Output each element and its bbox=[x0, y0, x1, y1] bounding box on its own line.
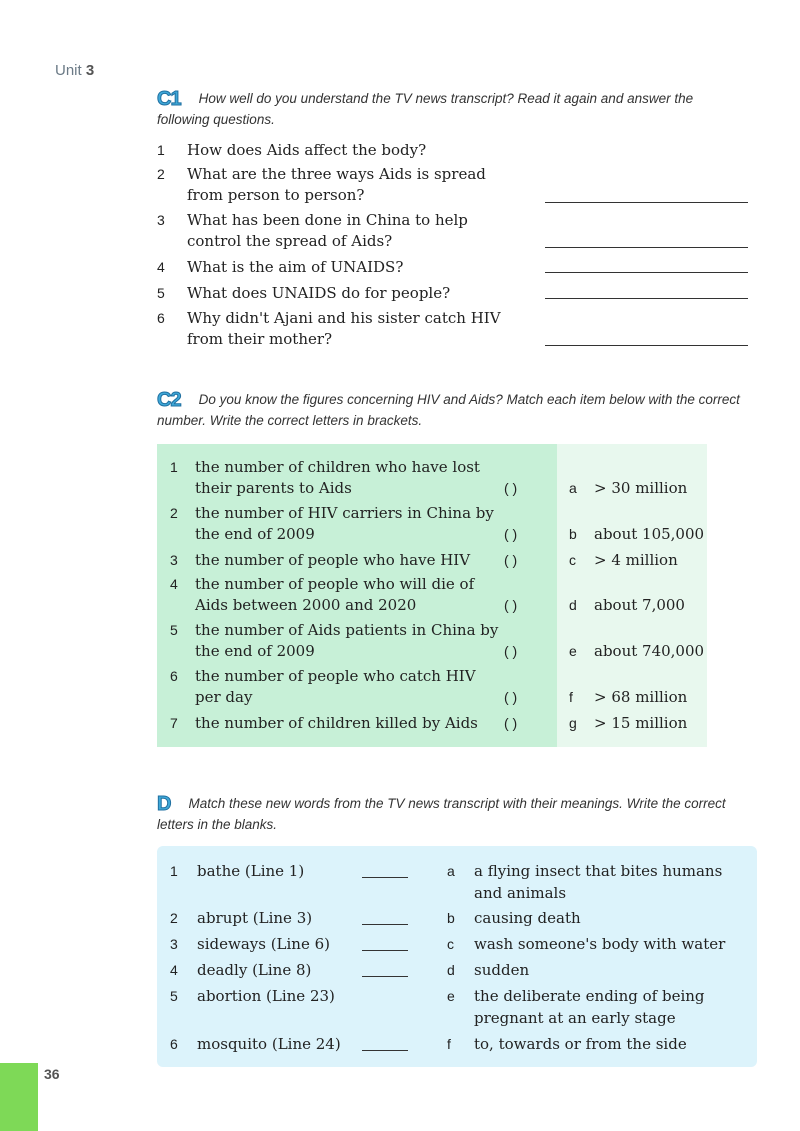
question-number: 3 bbox=[157, 212, 165, 228]
question-text: What does UNAIDS do for people? bbox=[187, 284, 451, 302]
answer-blank[interactable] bbox=[362, 976, 408, 977]
question-number: 6 bbox=[157, 310, 165, 326]
item-number: 5 bbox=[170, 622, 178, 638]
meaning-letter: b bbox=[447, 910, 455, 926]
answer-bracket[interactable]: ( ) bbox=[504, 715, 518, 731]
c1-instruction-block bbox=[157, 88, 747, 130]
question-number: 5 bbox=[157, 285, 165, 301]
meaning-letter: d bbox=[447, 962, 455, 978]
figure-letter: a bbox=[569, 480, 577, 496]
vocab-word: mosquito (Line 24) bbox=[197, 1035, 341, 1053]
answer-bracket[interactable]: ( ) bbox=[504, 480, 518, 496]
item-text: the number of children killed by Aids bbox=[195, 714, 478, 732]
question-number: 4 bbox=[157, 259, 165, 275]
answer-blank[interactable] bbox=[362, 924, 408, 925]
unit-label: Unit 3 bbox=[55, 62, 95, 79]
item-text: the number of people who catch HIV per day bbox=[195, 667, 476, 706]
question-number: 1 bbox=[157, 142, 165, 158]
figure-letter: f bbox=[569, 689, 573, 705]
vocab-word: abortion (Line 23) bbox=[197, 987, 335, 1005]
meaning-text: causing death bbox=[474, 909, 581, 927]
answer-line[interactable] bbox=[545, 202, 748, 203]
meaning-text: wash someone's body with water bbox=[474, 935, 726, 953]
c1-badge-icon: C1 bbox=[157, 88, 181, 110]
item-text: the number of people who will die of Aids between 2000 and 2020 bbox=[195, 575, 475, 614]
c2-badge-icon: C2 bbox=[157, 389, 181, 411]
meaning-letter: e bbox=[447, 988, 455, 1004]
c2-instruction: Do you know the figures concerning HIV and Aids? Match each item below with the correct number. Write the correct letters in brackets. bbox=[157, 392, 740, 428]
figure-letter: g bbox=[569, 715, 577, 731]
answer-line[interactable] bbox=[545, 247, 748, 248]
d-instruction-block bbox=[157, 793, 747, 835]
meaning-text: sudden bbox=[474, 961, 530, 979]
figure-letter: e bbox=[569, 643, 577, 659]
c2-instruction-block bbox=[157, 389, 747, 431]
page-color-bar bbox=[0, 1063, 38, 1131]
d-badge-icon: D bbox=[157, 793, 171, 815]
c2-matching-table bbox=[157, 444, 707, 747]
meaning-text: the deliberate ending of being pregnant at an early stage bbox=[474, 987, 705, 1027]
vocab-word: abrupt (Line 3) bbox=[197, 909, 313, 927]
item-text: the number of HIV carriers in China by the end of 2009 bbox=[195, 504, 494, 543]
answer-bracket[interactable]: ( ) bbox=[504, 689, 518, 705]
meaning-letter: a bbox=[447, 863, 455, 879]
answer-blank[interactable] bbox=[362, 1050, 408, 1051]
item-number: 7 bbox=[170, 715, 178, 731]
item-number: 5 bbox=[170, 988, 178, 1004]
figure-value: > 15 million bbox=[594, 714, 688, 732]
figure-letter: b bbox=[569, 526, 577, 542]
item-number: 6 bbox=[170, 668, 178, 684]
figure-letter: c bbox=[569, 552, 576, 568]
item-number: 3 bbox=[170, 936, 178, 952]
item-text: the number of Aids patients in China by the end of 2009 bbox=[195, 621, 499, 660]
figure-value: about 105,000 bbox=[594, 525, 705, 543]
answer-bracket[interactable]: ( ) bbox=[504, 552, 518, 568]
answer-bracket[interactable]: ( ) bbox=[504, 643, 518, 659]
question-text: How does Aids affect the body? bbox=[187, 141, 427, 159]
figure-value: about 7,000 bbox=[594, 596, 685, 614]
vocab-word: deadly (Line 8) bbox=[197, 961, 312, 979]
figure-letter: d bbox=[569, 597, 577, 613]
item-number: 4 bbox=[170, 576, 178, 592]
meaning-letter: c bbox=[447, 936, 454, 952]
question-text: What is the aim of UNAIDS? bbox=[187, 258, 404, 276]
meaning-text: a flying insect that bites humans and animals bbox=[474, 862, 723, 902]
answer-line[interactable] bbox=[545, 298, 748, 299]
item-number: 1 bbox=[170, 459, 178, 475]
figure-value: about 740,000 bbox=[594, 642, 705, 660]
item-text: the number of children who have lost their parents to Aids bbox=[195, 458, 480, 497]
c1-instruction: How well do you understand the TV news transcript? Read it again and answer the following questions. bbox=[157, 91, 694, 127]
meaning-letter: f bbox=[447, 1036, 451, 1052]
item-text: the number of people who have HIV bbox=[195, 551, 471, 569]
answer-line[interactable] bbox=[545, 345, 748, 346]
item-number: 1 bbox=[170, 863, 178, 879]
answer-line[interactable] bbox=[545, 272, 748, 273]
figure-value: > 30 million bbox=[594, 479, 688, 497]
answer-bracket[interactable]: ( ) bbox=[504, 597, 518, 613]
answer-blank[interactable] bbox=[362, 950, 408, 951]
item-number: 4 bbox=[170, 962, 178, 978]
page-number: 36 bbox=[44, 1066, 60, 1082]
unit-number: 3 bbox=[85, 62, 95, 79]
item-number: 2 bbox=[170, 910, 178, 926]
vocab-word: bathe (Line 1) bbox=[197, 862, 305, 880]
question-text: What are the three ways Aids is spread from person to person? bbox=[187, 165, 486, 204]
question-text: Why didn't Ajani and his sister catch HIV from their mother? bbox=[187, 309, 501, 348]
d-matching-table bbox=[157, 846, 757, 1067]
d-instruction: Match these new words from the TV news transcript with their meanings. Write the correct letters in the blanks. bbox=[157, 796, 726, 832]
item-number: 6 bbox=[170, 1036, 178, 1052]
figure-value: > 68 million bbox=[594, 688, 688, 706]
meaning-text: to, towards or from the side bbox=[474, 1035, 687, 1053]
answer-bracket[interactable]: ( ) bbox=[504, 526, 518, 542]
figure-value: > 4 million bbox=[594, 551, 678, 569]
item-number: 3 bbox=[170, 552, 178, 568]
question-number: 2 bbox=[157, 166, 165, 182]
item-number: 2 bbox=[170, 505, 178, 521]
answer-blank[interactable] bbox=[362, 877, 408, 878]
question-text: What has been done in China to help control the spread of Aids? bbox=[187, 211, 468, 250]
vocab-word: sideways (Line 6) bbox=[197, 935, 331, 953]
